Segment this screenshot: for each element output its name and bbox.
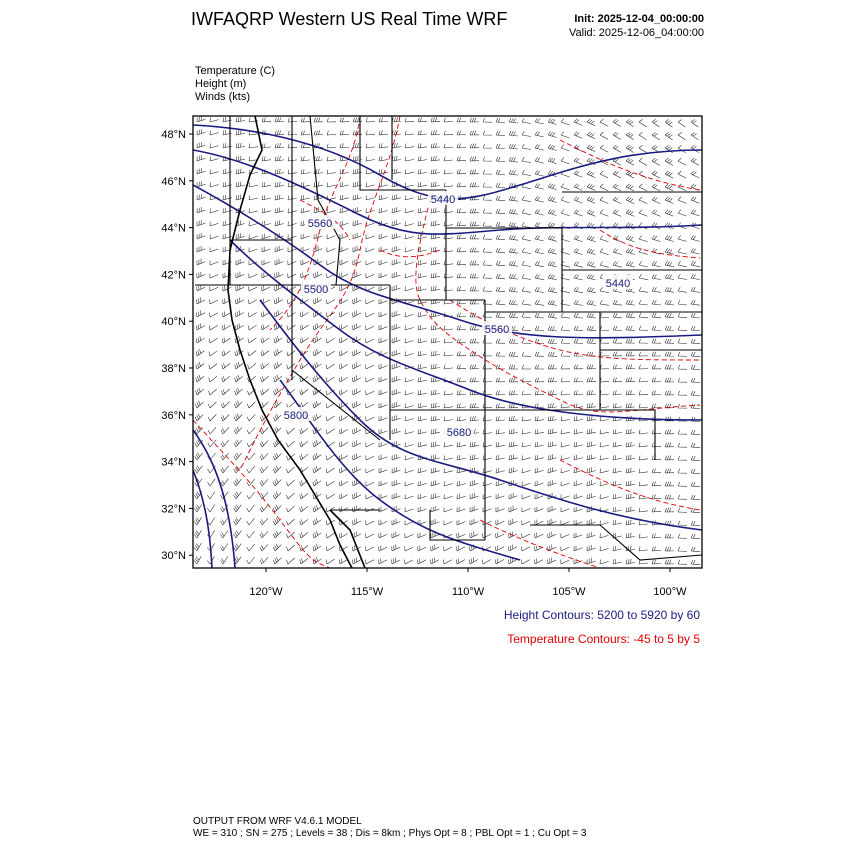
longitude-label: 120°W bbox=[249, 586, 283, 598]
height-contours-legend: Height Contours: 5200 to 5920 by 60 bbox=[503, 608, 700, 622]
temperature-contours bbox=[193, 116, 700, 568]
model-options-info: WE = 310 ; SN = 275 ; Levels = 38 ; Dis = 8km ; Phys Opt = 8 ; PBL Opt = 1 ; Cu Opt = 3 bbox=[193, 828, 587, 839]
latitude-label: 42°N bbox=[161, 269, 186, 282]
latitude-label: 34°N bbox=[161, 456, 186, 469]
model-output-info: OUTPUT FROM WRF V4.6.1 MODEL bbox=[193, 816, 362, 827]
latitude-label: 48°N bbox=[161, 129, 186, 141]
latitude-label: 38°N bbox=[161, 363, 186, 375]
longitude-labels bbox=[249, 586, 687, 598]
latitude-label: 36°N bbox=[161, 409, 186, 422]
height-contour-label: 5680 bbox=[446, 427, 472, 439]
height-contour-label: 5800 bbox=[283, 410, 309, 422]
valid-time: Valid: 2025-12-06_04:00:00 bbox=[569, 27, 704, 39]
latitude-label: 40°N bbox=[161, 316, 186, 329]
wind-barbs bbox=[194, 116, 700, 565]
longitude-label: 115°W bbox=[350, 586, 384, 598]
height-contour-label: 5560 bbox=[484, 324, 510, 336]
latitude-label: 46°N bbox=[161, 175, 186, 188]
field-label-winds: Winds (kts) bbox=[195, 91, 250, 103]
longitude-label: 105°W bbox=[552, 586, 586, 598]
latitude-label: 30°N bbox=[161, 550, 186, 563]
height-contour-label: 5440 bbox=[605, 278, 631, 290]
longitude-label: 110°W bbox=[451, 586, 485, 598]
chart-title: IWFAQRP Western US Real Time WRF bbox=[191, 9, 508, 29]
temperature-contours-legend: Temperature Contours: -45 to 5 by 5 bbox=[507, 632, 700, 646]
field-label-height: Height (m) bbox=[195, 78, 247, 90]
field-label-temperature: Temperature (C) bbox=[195, 65, 276, 77]
map-frame bbox=[193, 116, 702, 568]
height-contour-label: 5500 bbox=[303, 284, 329, 296]
init-time: Init: 2025-12-04_00:00:00 bbox=[574, 13, 704, 25]
latitude-label: 44°N bbox=[161, 222, 186, 235]
latitude-label: 32°N bbox=[161, 503, 186, 516]
height-contour-label: 5560 bbox=[307, 218, 333, 230]
height-contour-label: 5440 bbox=[430, 194, 456, 206]
longitude-label: 100°W bbox=[653, 586, 687, 598]
latitude-labels bbox=[161, 129, 186, 562]
